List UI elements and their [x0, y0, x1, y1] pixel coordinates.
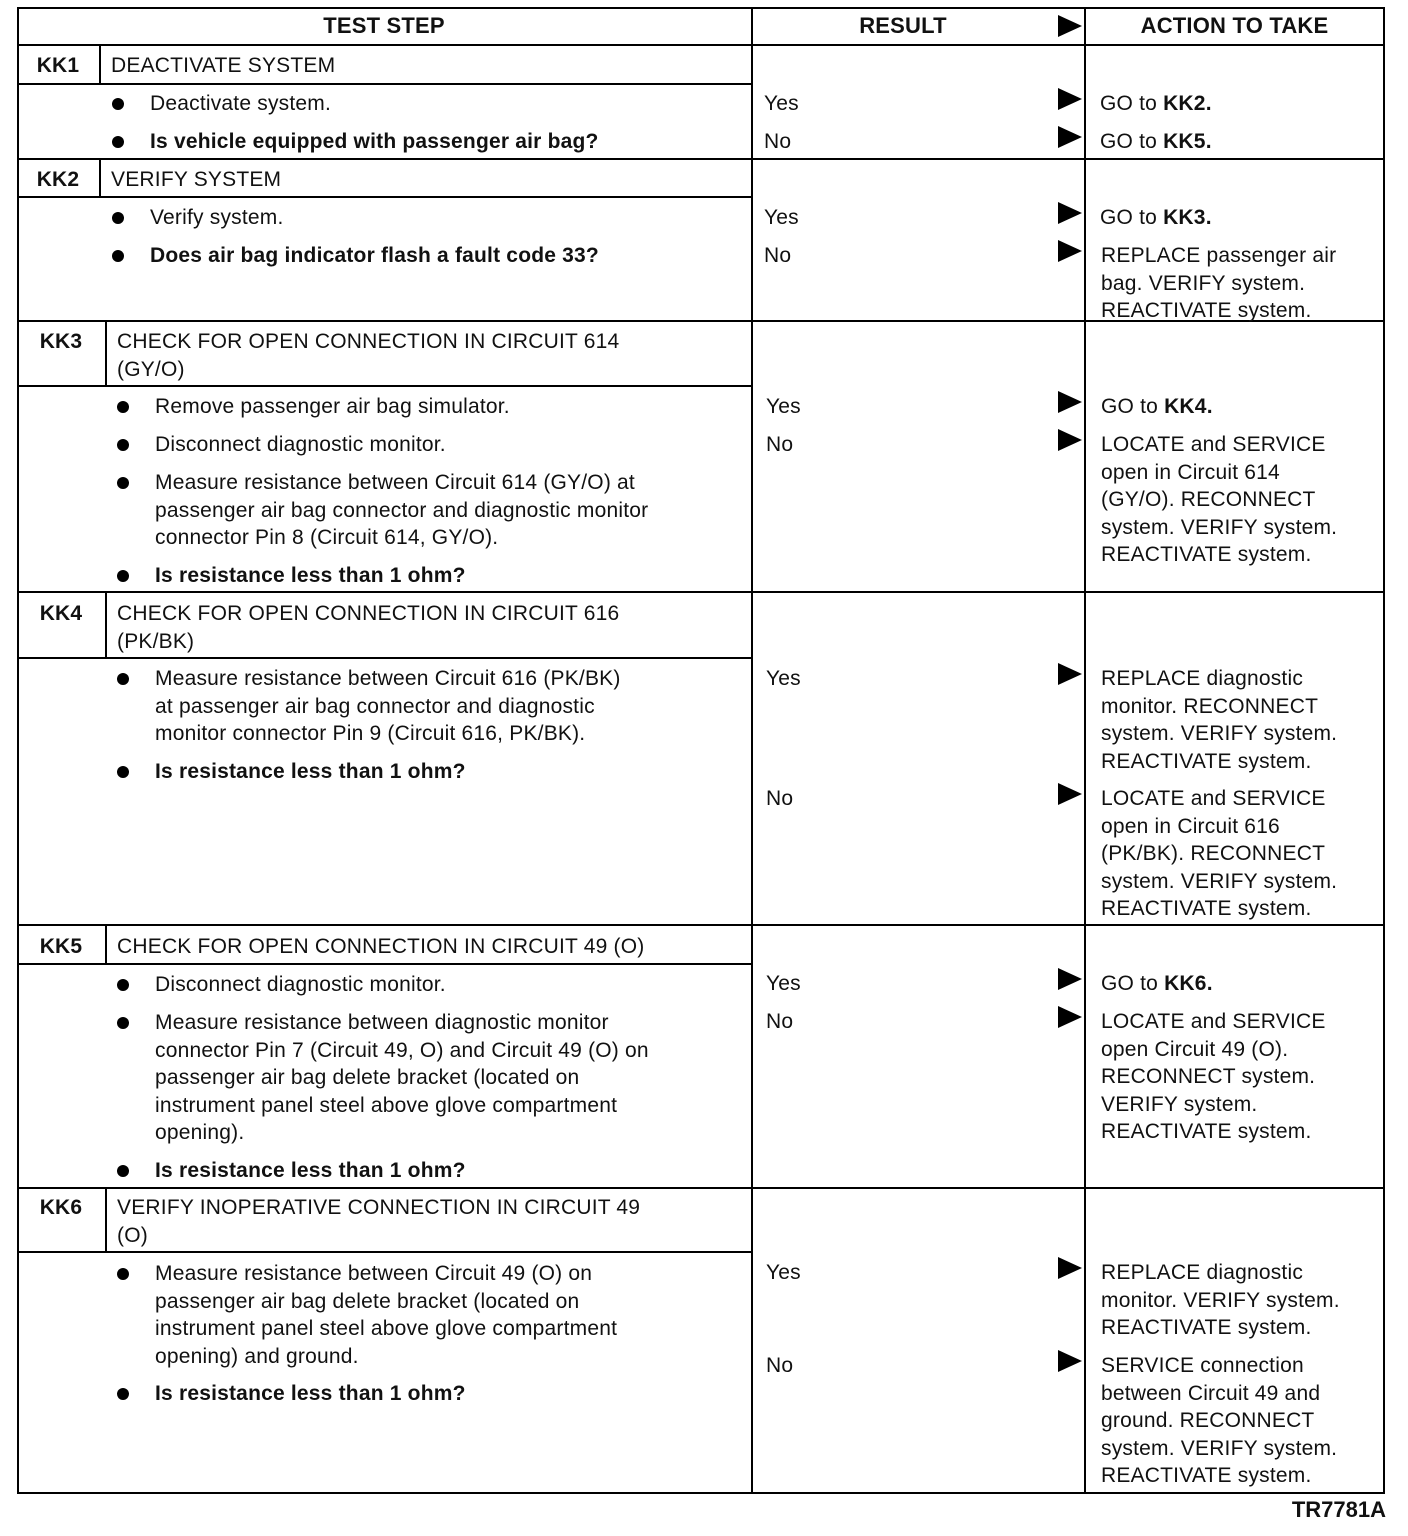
bullet-icon [117, 1017, 129, 1029]
action-goto-step: KK6 [1164, 972, 1207, 995]
step-instruction: passenger air bag delete bracket (located on [155, 1289, 580, 1313]
bullet-icon [117, 1388, 129, 1400]
step-instruction: connector Pin 8 (Circuit 614, GY/O). [155, 526, 499, 549]
step-title-kk3: CHECK FOR OPEN CONNECTION IN CIRCUIT 614 [117, 330, 620, 353]
result-arrow-icon [1058, 968, 1082, 990]
step-title-bottom-border-kk3 [17, 385, 751, 387]
step-instruction: opening). [155, 1121, 245, 1144]
action-goto-text: GO to [1100, 130, 1164, 153]
step-code-kk1: KK1 [36, 54, 80, 77]
action-goto-punct: . [1206, 395, 1213, 418]
action-text: REACTIVATE system. [1101, 299, 1312, 322]
action-text: REPLACE passenger air [1101, 244, 1337, 267]
bullet-icon [117, 401, 129, 413]
step-code-kk2: KK2 [36, 168, 80, 191]
step-code-divider-kk3 [105, 320, 107, 385]
step-title-kk4: (PK/BK) [117, 629, 195, 653]
step-code-divider-kk5 [105, 924, 107, 963]
action-text: ground. RECONNECT [1101, 1409, 1315, 1432]
result-arrow-icon [1058, 429, 1082, 451]
result-arrow-icon [1058, 240, 1082, 262]
action-goto [1101, 970, 1213, 998]
table-left-border [17, 7, 19, 1494]
step-code-kk4: KK4 [39, 602, 83, 625]
action-goto-step: KK4 [1164, 395, 1207, 418]
step-title-bottom-border-kk6 [17, 1251, 751, 1253]
result-no: No [766, 787, 794, 810]
result-column-divider [751, 7, 753, 1494]
bullet-icon [112, 136, 124, 148]
step-title-kk2: VERIFY SYSTEM [111, 168, 282, 191]
action-text: system. VERIFY system. [1101, 722, 1338, 745]
result-arrow-icon [1058, 1350, 1082, 1372]
action-text: REACTIVATE system. [1101, 749, 1312, 773]
bullet-icon [117, 1268, 129, 1280]
step-instruction: monitor connector Pin 9 (Circuit 616, PK/BK). [155, 722, 586, 745]
bullet-icon [117, 979, 129, 991]
table-right-border [1383, 7, 1385, 1494]
result-arrow-icon [1058, 663, 1082, 685]
action-goto-punct: . [1206, 972, 1213, 995]
step-code-divider-kk2 [99, 158, 101, 196]
step-title-bottom-border-kk5 [17, 963, 751, 965]
result-arrow-icon [1058, 1006, 1082, 1028]
step-instruction: at passenger air bag connector and diagnostic [155, 694, 595, 718]
result-yes: Yes [764, 92, 799, 115]
result-arrow-icon [1058, 126, 1082, 148]
action-text: open in Circuit 616 [1101, 814, 1280, 838]
bullet-icon [112, 98, 124, 110]
step-code-divider-kk1 [99, 45, 101, 83]
action-goto-punct: . [1205, 206, 1212, 229]
result-yes: Yes [766, 1261, 801, 1284]
action-text: system. VERIFY system. [1101, 1436, 1338, 1460]
bullet-icon [112, 212, 124, 224]
result-arrow-icon [1058, 1257, 1082, 1279]
header-action-to-take: ACTION TO TAKE [1140, 13, 1329, 38]
action-column-divider [1084, 7, 1086, 1494]
step-instruction: opening) and ground. [155, 1344, 359, 1368]
action-text: REPLACE diagnostic [1101, 667, 1304, 690]
action-text: monitor. RECONNECT [1101, 694, 1319, 718]
step-instruction: passenger air bag connector and diagnostic monitor [155, 498, 649, 522]
action-text: REACTIVATE system. [1101, 1316, 1312, 1339]
step-question: Is resistance less than 1 ohm? [155, 760, 466, 783]
header-test-step: TEST STEP [323, 13, 445, 38]
action-goto [1100, 90, 1212, 118]
bullet-icon [117, 1165, 129, 1177]
step-instruction: Disconnect diagnostic monitor. [155, 433, 446, 456]
step-title-kk5: CHECK FOR OPEN CONNECTION IN CIRCUIT 49 (O) [117, 935, 645, 958]
step-title-bottom-border-kk4 [17, 657, 751, 659]
table-bottom-border [17, 1492, 1385, 1494]
table-top-border [17, 7, 1385, 9]
action-text: REACTIVATE system. [1101, 897, 1312, 920]
result-arrow-icon [1058, 202, 1082, 224]
step-title-kk6: (O) [117, 1223, 148, 1247]
result-no: No [764, 130, 792, 153]
action-goto [1100, 128, 1212, 156]
action-goto [1100, 204, 1212, 232]
action-text: open in Circuit 614 [1101, 460, 1280, 484]
action-text: LOCATE and SERVICE [1101, 433, 1326, 456]
row-border-kk1 [17, 158, 1385, 160]
action-text: bag. VERIFY system. [1101, 271, 1306, 295]
row-border-kk4 [17, 924, 1385, 926]
action-text: (PK/BK). RECONNECT [1101, 842, 1326, 865]
step-question: Does air bag indicator flash a fault code 33? [150, 244, 599, 267]
result-yes: Yes [766, 395, 801, 418]
action-text: system. VERIFY system. [1101, 515, 1338, 539]
step-instruction: instrument panel steel above glove compartment [155, 1093, 618, 1117]
header-result-arrow-icon [1058, 15, 1082, 37]
action-text: REACTIVATE system. [1101, 1464, 1312, 1487]
step-code-divider-kk4 [105, 591, 107, 657]
step-title-kk4: CHECK FOR OPEN CONNECTION IN CIRCUIT 616 [117, 602, 620, 625]
action-text: SERVICE connection [1101, 1354, 1304, 1377]
row-border-kk5 [17, 1187, 1385, 1189]
result-yes: Yes [766, 667, 801, 690]
action-text: REACTIVATE system. [1101, 543, 1312, 566]
step-title-kk6: VERIFY INOPERATIVE CONNECTION IN CIRCUIT 49 [117, 1196, 641, 1219]
step-instruction: Disconnect diagnostic monitor. [155, 973, 446, 996]
action-text: RECONNECT system. [1101, 1065, 1316, 1088]
step-instruction: connector Pin 7 (Circuit 49, O) and Circuit 49 (O) on [155, 1038, 649, 1062]
action-goto-text: GO to [1100, 92, 1164, 115]
step-instruction: Measure resistance between Circuit 616 (PK/BK) [155, 667, 621, 690]
step-instruction: Verify system. [150, 206, 284, 229]
bullet-icon [117, 570, 129, 582]
result-no: No [766, 1010, 794, 1033]
bullet-icon [112, 250, 124, 262]
bullet-icon [117, 673, 129, 685]
step-instruction: Remove passenger air bag simulator. [155, 395, 510, 418]
action-text: VERIFY system. [1101, 1092, 1258, 1116]
result-no: No [766, 1354, 794, 1377]
row-border-kk3 [17, 591, 1385, 593]
action-text: REPLACE diagnostic [1101, 1261, 1304, 1284]
step-code-kk5: KK5 [39, 935, 83, 958]
result-no: No [766, 433, 794, 456]
result-arrow-icon [1058, 391, 1082, 413]
action-goto-text: GO to [1100, 206, 1164, 229]
step-title-bottom-border-kk1 [17, 83, 751, 85]
action-goto-punct: . [1205, 130, 1212, 153]
step-title-bottom-border-kk2 [17, 196, 751, 198]
action-goto-step: KK3 [1163, 206, 1206, 229]
action-text: open Circuit 49 (O). [1101, 1037, 1289, 1061]
step-instruction: Measure resistance between Circuit 49 (O) on [155, 1262, 593, 1285]
action-text: REACTIVATE system. [1101, 1120, 1312, 1143]
action-text: LOCATE and SERVICE [1101, 1010, 1326, 1033]
step-instruction: passenger air bag delete bracket (located on [155, 1066, 580, 1089]
action-goto-text: GO to [1101, 972, 1165, 995]
step-code-kk3: KK3 [39, 330, 83, 353]
step-instruction: Measure resistance between diagnostic monitor [155, 1011, 609, 1034]
figure-id: TR7781A [1291, 1497, 1386, 1522]
step-title-kk3: (GY/O) [117, 357, 185, 381]
step-title-kk1: DEACTIVATE SYSTEM [111, 54, 336, 77]
result-yes: Yes [766, 972, 801, 995]
step-instruction: Deactivate system. [150, 92, 331, 115]
action-text: system. VERIFY system. [1101, 869, 1338, 893]
step-question: Is vehicle equipped with passenger air bag? [150, 130, 599, 153]
action-text: monitor. VERIFY system. [1101, 1288, 1340, 1312]
action-goto-step: KK2 [1163, 92, 1206, 115]
bullet-icon [117, 477, 129, 489]
action-goto [1101, 393, 1213, 421]
header-result: RESULT [859, 13, 947, 38]
result-no: No [764, 244, 792, 267]
step-code-kk6: KK6 [39, 1196, 83, 1219]
action-goto-punct: . [1205, 92, 1212, 115]
step-question: Is resistance less than 1 ohm? [155, 1382, 466, 1405]
result-yes: Yes [764, 206, 799, 229]
step-question: Is resistance less than 1 ohm? [155, 564, 466, 587]
action-text: (GY/O). RECONNECT [1101, 488, 1316, 511]
bullet-icon [117, 439, 129, 451]
step-code-divider-kk6 [105, 1187, 107, 1251]
result-arrow-icon [1058, 783, 1082, 805]
header-bottom-border [17, 44, 1385, 46]
action-goto-text: GO to [1101, 395, 1165, 418]
action-text: LOCATE and SERVICE [1101, 787, 1326, 810]
step-instruction: Measure resistance between Circuit 614 (GY/O) at [155, 471, 635, 494]
action-goto-step: KK5 [1163, 130, 1206, 153]
bullet-icon [117, 766, 129, 778]
action-text: between Circuit 49 and [1101, 1381, 1321, 1405]
result-arrow-icon [1058, 88, 1082, 110]
step-instruction: instrument panel steel above glove compartment [155, 1317, 618, 1340]
step-question: Is resistance less than 1 ohm? [155, 1159, 466, 1182]
